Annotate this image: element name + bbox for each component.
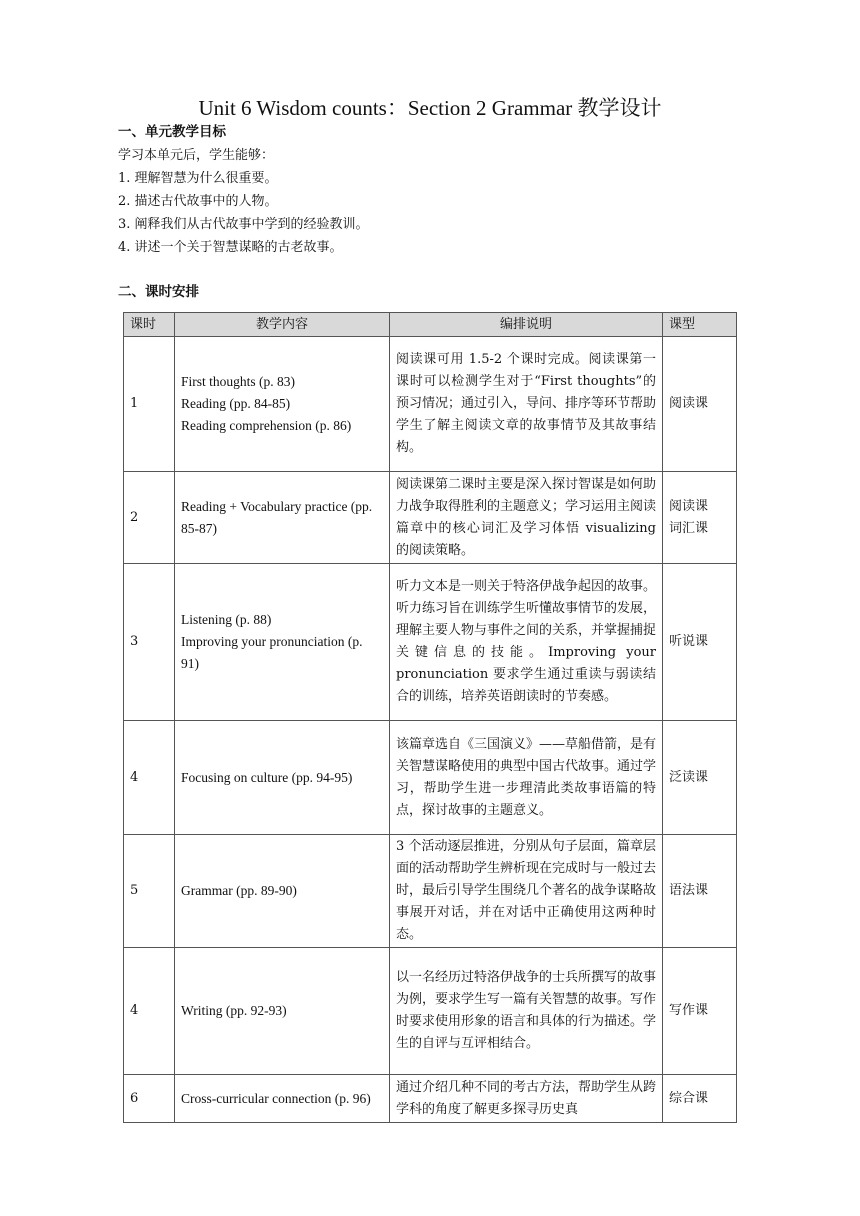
- table-row: [124, 472, 737, 564]
- lesson-number: 2: [124, 472, 175, 564]
- type-line: 词汇课: [669, 520, 709, 536]
- document-title: Unit 6 Wisdom counts：Section 2 Grammar 教学设计: [198, 96, 662, 120]
- content-line: Reading (pp. 84-85): [181, 396, 291, 411]
- lesson-type: [663, 721, 737, 835]
- lesson-notes: 听力文本是一则关于特洛伊战争起因的故事。听力练习旨在训练学生听懂故事情节的发展，理解主要人物与事件之间的关系，并掌握捕捉关键信息的技能。Improving your pronunciation 要求学生通过重读与弱读结合的训练，培养英语朗读时的节奏感。: [390, 564, 663, 721]
- lesson-number: 4: [124, 948, 175, 1075]
- table-row: [124, 948, 737, 1075]
- content-line: Cross-curricular connection (p. 96): [181, 1091, 371, 1106]
- lesson-notes: 阅读课第二课时主要是深入探讨智谋是如何助力战争取得胜利的主题意义；学习运用主阅读篇章中的核心词汇及学习体悟 visualizing 的阅读策略。: [390, 472, 663, 564]
- lesson-content: [175, 564, 390, 721]
- lesson-type: [663, 948, 737, 1075]
- goal-item: 1. 理解智慧为什么很重要。: [118, 171, 278, 186]
- type-line: 听说课: [669, 634, 709, 649]
- goal-item: 2. 描述古代故事中的人物。: [118, 194, 278, 209]
- content-line: Grammar (pp. 89-90): [181, 883, 297, 898]
- lesson-schedule-table: [123, 312, 737, 1123]
- lesson-type: [663, 337, 737, 472]
- type-line: 综合课: [669, 1090, 709, 1106]
- lesson-type: [663, 835, 737, 948]
- content-line: Improving your pronunciation (p. 91): [181, 634, 363, 671]
- lesson-notes: 3 个活动逐层推进，分别从句子层面，篇章层面的活动帮助学生辨析现在完成时与一般过去时，最后引导学生围绕几个著名的战争谋略故事展开对话，并在对话中正确使用这两种时态。: [390, 835, 663, 948]
- goals-intro: 学习本单元后，学生能够：: [118, 148, 275, 163]
- table-row: [124, 835, 737, 948]
- type-line: 阅读课: [669, 498, 709, 514]
- lesson-notes: 阅读课可用 1.5-2 个课时完成。阅读课第一课时可以检测学生对于“First thoughts”的预习情况；通过引入，导问、排序等环节帮助学生了解主阅读文章的故事情节及其故事结构。: [390, 337, 663, 472]
- header-type: 课型: [663, 313, 737, 337]
- lesson-content: [175, 337, 390, 472]
- lesson-number: 1: [124, 337, 175, 472]
- lesson-number: 3: [124, 564, 175, 721]
- content-line: Reading + Vocabulary practice (pp. 85-87): [181, 498, 373, 536]
- type-line: 泛读课: [669, 769, 709, 785]
- table-row: [124, 337, 737, 472]
- section-heading-goals: 一、单元教学目标: [118, 124, 226, 140]
- goal-item: 4. 讲述一个关于智慧谋略的古老故事。: [118, 240, 343, 255]
- lesson-notes: 该篇章选自《三国演义》——草船借箭，是有关智慧谋略使用的典型中国古代故事。通过学习，帮助学生进一步理清此类故事语篇的特点，探讨故事的主题意义。: [390, 721, 663, 835]
- table-header-row: [124, 313, 737, 337]
- section-heading-schedule: 二、课时安排: [118, 284, 199, 300]
- table-row: [124, 564, 737, 721]
- lesson-content: [175, 721, 390, 835]
- type-line: 写作课: [669, 1003, 709, 1018]
- lesson-notes: 通过介绍几种不同的考古方法，帮助学生从跨学科的角度了解更多探寻历史真: [390, 1075, 663, 1123]
- header-content: 教学内容: [175, 313, 390, 337]
- lesson-type: [663, 1075, 737, 1123]
- lesson-number: 6: [124, 1075, 175, 1123]
- lesson-number: 5: [124, 835, 175, 948]
- type-line: 阅读课: [669, 396, 709, 411]
- table-row: [124, 1075, 737, 1123]
- lesson-content: [175, 472, 390, 564]
- lesson-type: [663, 472, 737, 564]
- content-line: Reading comprehension (p. 86): [181, 418, 352, 433]
- header-lesson: 课时: [124, 313, 175, 337]
- content-line: Writing (pp. 92-93): [181, 1003, 287, 1018]
- type-line: 语法课: [669, 883, 709, 898]
- lesson-type: [663, 564, 737, 721]
- content-line: Listening (p. 88): [181, 612, 272, 627]
- content-line: First thoughts (p. 83): [181, 374, 296, 389]
- lesson-content: [175, 835, 390, 948]
- lesson-content: [175, 948, 390, 1075]
- lesson-number: 4: [124, 721, 175, 835]
- table-row: [124, 721, 737, 835]
- lesson-content: [175, 1075, 390, 1123]
- content-line: Focusing on culture (pp. 94-95): [181, 769, 353, 785]
- header-notes: 编排说明: [390, 313, 663, 337]
- lesson-notes: 以一名经历过特洛伊战争的士兵所撰写的故事为例，要求学生写一篇有关智慧的故事。写作时要求使用形象的语言和具体的行为描述。学生的自评与互评相结合。: [390, 948, 663, 1075]
- goal-item: 3. 阐释我们从古代故事中学到的经验教训。: [118, 217, 369, 232]
